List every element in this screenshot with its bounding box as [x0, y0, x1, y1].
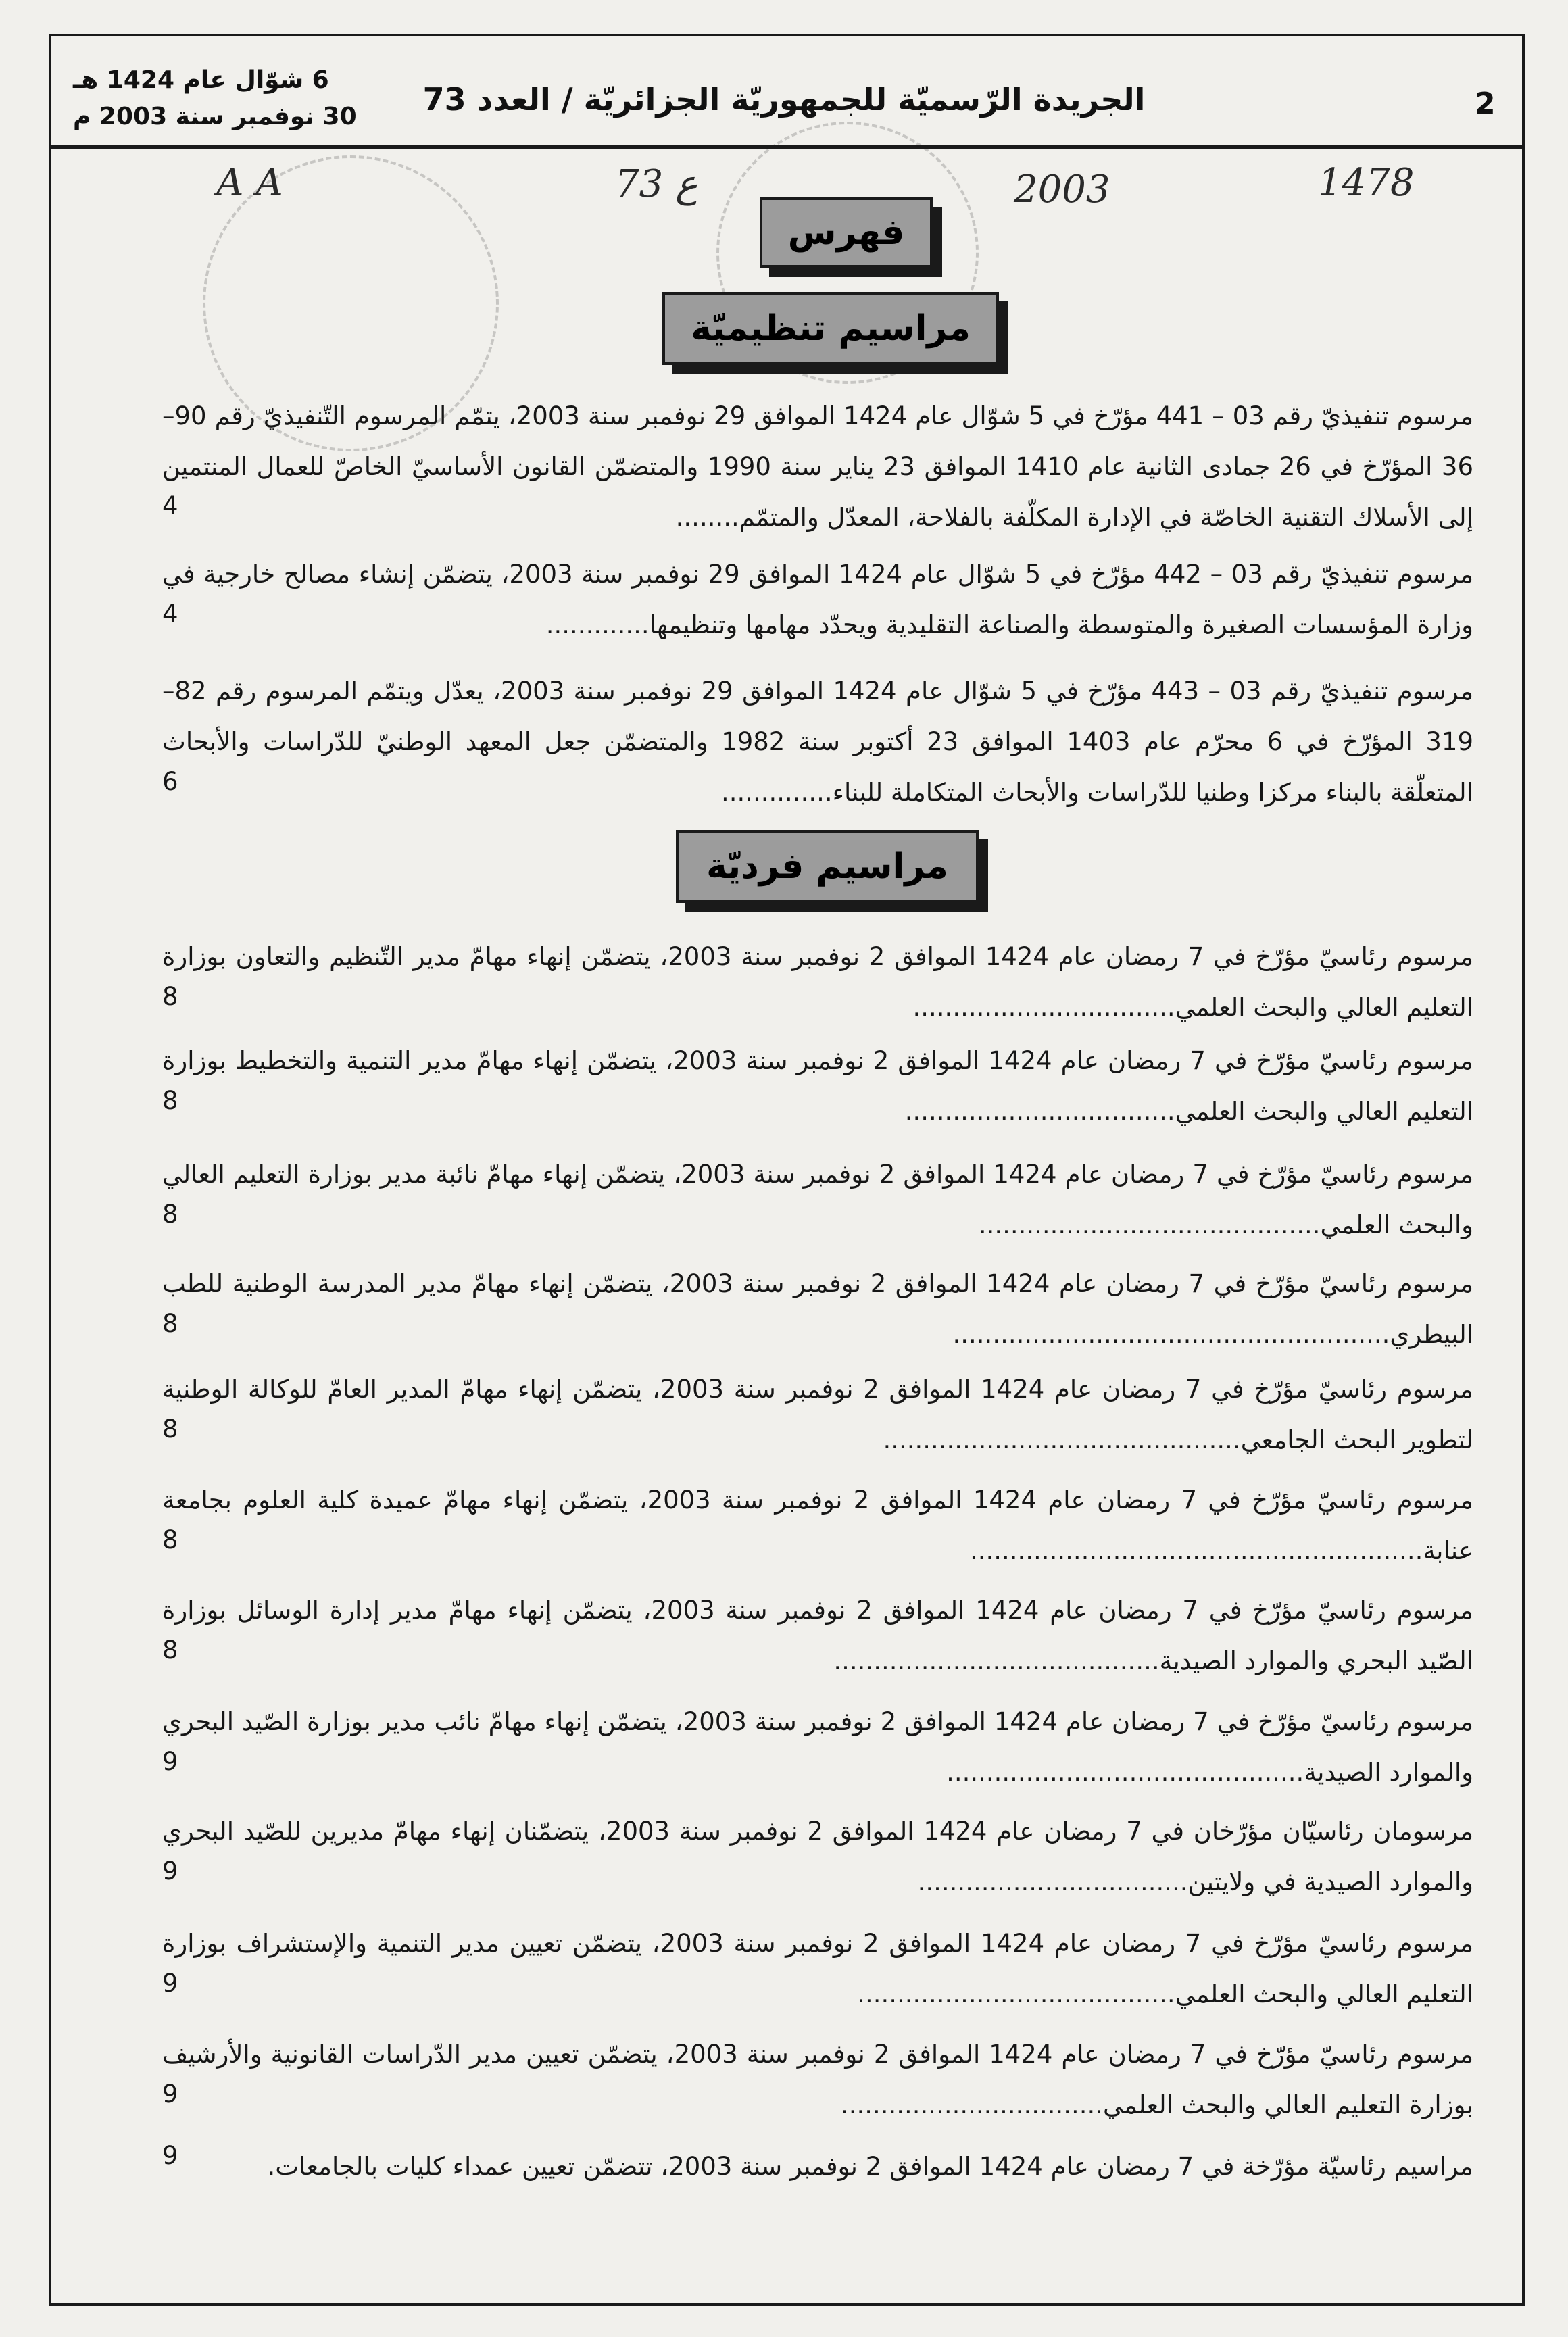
toc-entry[interactable]: مرسوم تنفيذيّ رقم 03 – 441 مؤرّخ في 5 شوّال عام 1424 الموافق 29 نوفمبر سنة 2003، يتمّم المرسوم التّنفيذيّ رقم 90–36 المؤرّخ في 26 جمادى الثانية عام 1410 الموافق 23 يناير سنة 1990 والمتضمّن القانون الأساسيّ الخاصّ للعمال المنتمين إلى الأسلاك التقنية الخاصّة في الإدارة المكلّفة بالفلاحة، المعدّل والمتمّم........ — [162, 401, 1474, 532]
individual-decrees-title: مراسيم فرديّة — [706, 846, 948, 887]
individual-decrees-box — [676, 830, 979, 903]
toc-entry[interactable]: مرسوم رئاسيّ مؤرّخ في 7 رمضان عام 1424 الموافق 2 نوفمبر سنة 2003، يتضمّن إنهاء مهامّ نائب مدير بوزارة الصّيد البحري والموارد الصيدية............................................. — [162, 1707, 1474, 1787]
index-title: فهرس — [787, 212, 905, 253]
toc-entry[interactable]: مرسوم رئاسيّ مؤرّخ في 7 رمضان عام 1424 الموافق 2 نوفمبر سنة 2003، يتضمّن إنهاء مهامّ مدير التنمية والتخطيط بوزارة التعليم العالي والبحث العلمي.................................. — [162, 1046, 1474, 1126]
toc-page-number: 8 — [162, 1086, 178, 1115]
toc-page-number: 9 — [162, 1969, 178, 1998]
toc-entry[interactable]: مراسيم رئاسيّة مؤرّخة في 7 رمضان عام 1424 الموافق 2 نوفمبر سنة 2003، تتضمّن تعيين عمداء كليات بالجامعات. — [267, 2152, 1473, 2181]
hijri-date: 6 شوّال عام 1424 هـ — [73, 66, 329, 94]
toc-page-number: 9 — [162, 1856, 178, 1886]
regulatory-decrees-box — [662, 292, 999, 365]
toc-entry[interactable]: مرسوم رئاسيّ مؤرّخ في 7 رمضان عام 1424 الموافق 2 نوفمبر سنة 2003، يتضمّن إنهاء مهامّ المدير العامّ للوكالة الوطنية لتطوير البحث الجامعي............................................. — [162, 1375, 1474, 1454]
page-number: 2 — [1475, 87, 1496, 121]
gazette-title: الجريدة الرّسميّة للجمهوريّة الجزائريّة / العدد 73 — [422, 81, 1146, 118]
issue-date — [73, 62, 357, 135]
toc-entry[interactable]: مرسوم رئاسيّ مؤرّخ في 7 رمضان عام 1424 الموافق 2 نوفمبر سنة 2003، يتضمّن تعيين مدير التنمية والإستشراف بوزارة التعليم العالي والبحث العلمي........................................ — [162, 1929, 1474, 2009]
toc-page-number: 4 — [162, 599, 178, 629]
toc-page-number: 6 — [162, 767, 178, 796]
header-divider — [49, 145, 1522, 149]
toc-page-number: 4 — [162, 491, 178, 520]
handwritten-note-year: 2003 — [1014, 168, 1110, 212]
toc-entry[interactable]: مرسوم رئاسيّ مؤرّخ في 7 رمضان عام 1424 الموافق 2 نوفمبر سنة 2003، يتضمّن إنهاء مهامّ مدير التّنظيم والتعاون بوزارة التعليم العالي والبحث العلمي................................. — [162, 942, 1474, 1022]
toc-page-number: 9 — [162, 2141, 178, 2170]
toc-page-number: 8 — [162, 1525, 178, 1554]
toc-page-number: 8 — [162, 982, 178, 1011]
toc-entry[interactable]: مرسوم رئاسيّ مؤرّخ في 7 رمضان عام 1424 الموافق 2 نوفمبر سنة 2003، يتضمّن إنهاء مهامّ مدير إدارة الوسائل بوزارة الصّيد البحري والموارد الصيدية......................................... — [162, 1596, 1473, 1675]
toc-entry[interactable]: مرسوم رئاسيّ مؤرّخ في 7 رمضان عام 1424 الموافق 2 نوفمبر سنة 2003، يتضمّن تعيين مدير الدّراسات القانونية والأرشيف بوزارة التعليم العالي والبحث العلمي................................. — [162, 2040, 1474, 2119]
toc-entry[interactable]: مرسوم رئاسيّ مؤرّخ في 7 رمضان عام 1424 الموافق 2 نوفمبر سنة 2003، يتضمّن إنهاء مهامّ مدير المدرسة الوطنية للطب البيطري....................................................... — [162, 1269, 1474, 1349]
handwritten-note-right: 1478 — [1318, 161, 1415, 205]
toc-page-number: 8 — [162, 1414, 178, 1444]
toc-entry[interactable]: مرسوم تنفيذيّ رقم 03 – 443 مؤرّخ في 5 شوّال عام 1424 الموافق 29 نوفمبر سنة 2003، يعدّل ويتمّم المرسوم رقم 82–319 المؤرّخ في 6 محرّم عام 1403 الموافق 23 أكتوبر سنة 1982 والمتضمّن جعل المعهد الوطنيّ للدّراسات والأبحاث المتعلّقة بالبناء مركزا وطنيا للدّراسات والأبحاث المتكاملة للبناء.............. — [162, 676, 1474, 807]
toc-page-number: 9 — [162, 1747, 178, 1776]
toc-entry[interactable]: مرسومان رئاسيّان مؤرّخان في 7 رمضان عام 1424 الموافق 2 نوفمبر سنة 2003، يتضمّنان إنهاء مهامّ مديرين للصّيد البحري والموارد الصيدية في ولايتين.................................. — [162, 1817, 1474, 1896]
toc-entry[interactable]: مرسوم رئاسيّ مؤرّخ في 7 رمضان عام 1424 الموافق 2 نوفمبر سنة 2003، يتضمّن إنهاء مهامّ عميدة كلية العلوم بجامعة عنابة......................................................... — [162, 1485, 1473, 1565]
toc-page-number: 8 — [162, 1635, 178, 1665]
toc-page-number: 9 — [162, 2080, 178, 2109]
toc-page-number: 8 — [162, 1309, 178, 1338]
handwritten-note-left: A A — [216, 161, 283, 205]
handwritten-note-center: 73 ع — [615, 162, 698, 206]
gregorian-date: 30 نوفمبر سنة 2003 م — [73, 103, 357, 130]
toc-page-number: 8 — [162, 1200, 178, 1229]
toc-entry[interactable]: مرسوم رئاسيّ مؤرّخ في 7 رمضان عام 1424 الموافق 2 نوفمبر سنة 2003، يتضمّن إنهاء مهامّ نائبة مدير بوزارة التعليم العالي والبحث العلمي........................................... — [162, 1160, 1474, 1239]
index-title-box — [760, 197, 933, 268]
toc-entry[interactable]: مرسوم تنفيذيّ رقم 03 – 442 مؤرّخ في 5 شوّال عام 1424 الموافق 29 نوفمبر سنة 2003، يتضمّن إنشاء مصالح خارجية في وزارة المؤسسات الصغيرة والمتوسطة والصناعة التقليدية ويحدّد مهامها وتنظيمها............. — [162, 560, 1474, 639]
regulatory-decrees-title: مراسيم تنظيميّة — [691, 308, 971, 349]
